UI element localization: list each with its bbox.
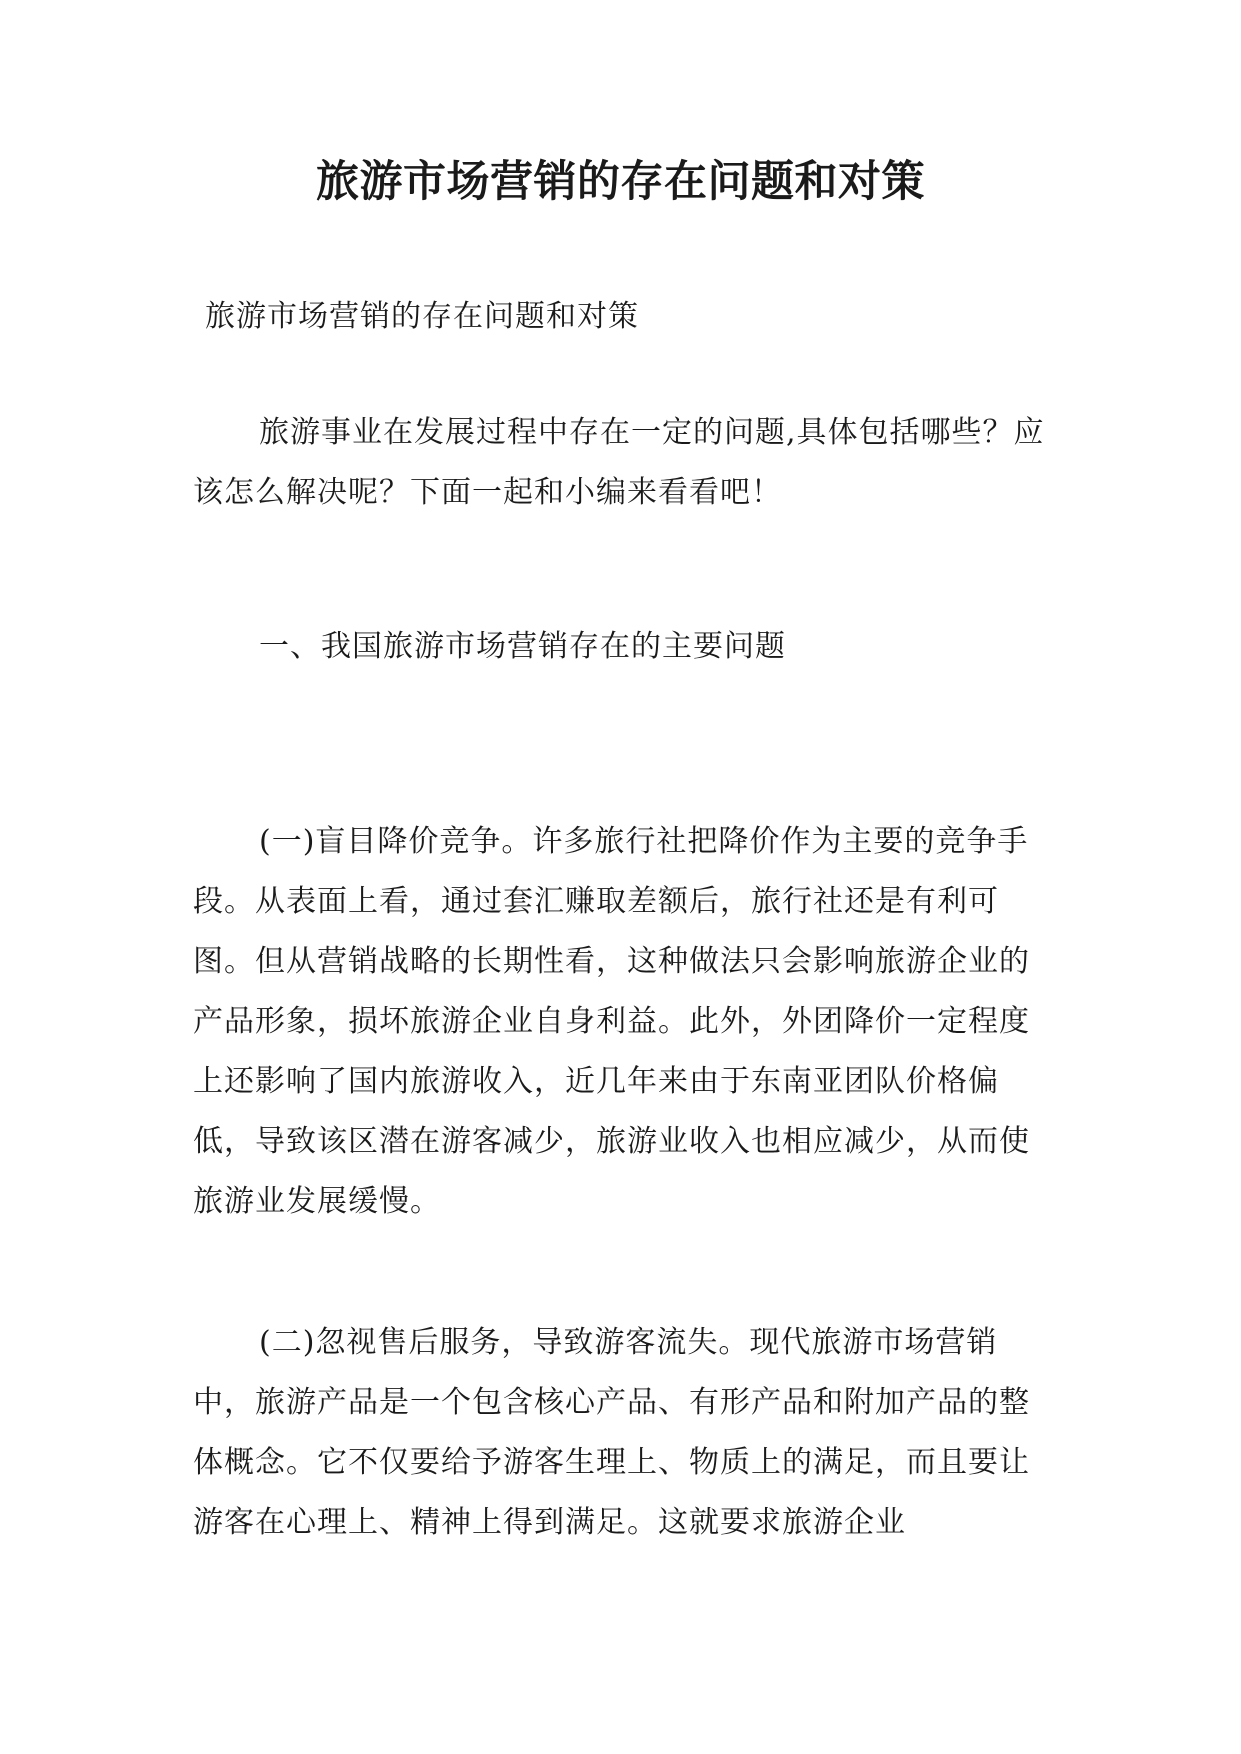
- body-paragraph-2-text: (二)忽视售后服务，导致游客流失。现代旅游市场营销中，旅游产品是一个包含核心产品、有形产品和附加产品的整体概念。它不仅要给予游客生理上、物质上的满足，而且要让游客在心理上、精神上得到满足。这就要求旅游企业: [193, 1325, 1030, 1540]
- document-title: 旅游市场营销的存在问题和对策: [316, 157, 925, 207]
- body-paragraph-1: [193, 812, 1053, 1232]
- body-paragraph-1-text: (一)盲目降价竞争。许多旅行社把降价作为主要的竞争手段。从表面上看，通过套汇赚取差额后，旅行社还是有利可图。但从营销战略的长期性看，这种做法只会影响旅游企业的产品形象，损坏旅游企业自身利益。此外，外团降价一定程度上还影响了国内旅游收入，近几年来由于东南亚团队价格偏低，导致该区潜在游客减少，旅游业收入也相应减少，从而使旅游业发展缓慢。: [193, 824, 1030, 1219]
- section-heading: [193, 617, 1053, 677]
- document-subtitle: 旅游市场营销的存在问题和对策: [205, 299, 639, 334]
- section-heading-text: 一、我国旅游市场营销存在的主要问题: [259, 629, 786, 664]
- intro-paragraph-text: 旅游事业在发展过程中存在一定的问题,具体包括哪些？应该怎么解决呢？下面一起和小编来看看吧！: [193, 415, 1045, 510]
- body-paragraph-2: [193, 1313, 1053, 1553]
- intro-paragraph: [193, 403, 1053, 523]
